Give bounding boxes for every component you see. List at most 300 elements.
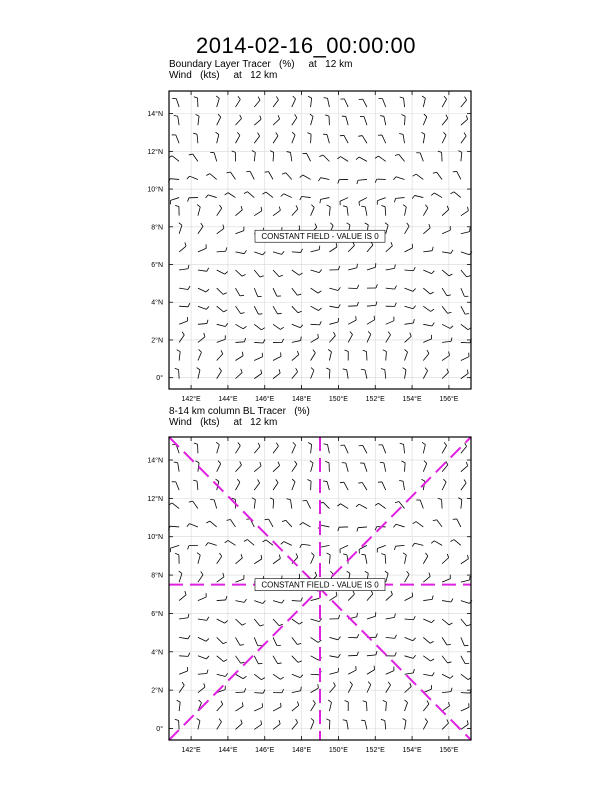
wind-barb-flag bbox=[260, 276, 264, 277]
wind-barb-flag bbox=[443, 479, 446, 482]
wind-barb-flag bbox=[337, 157, 340, 159]
wind-barb-flag bbox=[403, 205, 406, 207]
wind-barb bbox=[292, 656, 298, 663]
wind-barb-flag bbox=[330, 223, 333, 226]
wind-barb bbox=[385, 720, 386, 729]
wind-barb bbox=[386, 335, 391, 343]
wind-barb bbox=[179, 246, 186, 252]
wind-barb-flag bbox=[356, 504, 359, 507]
wind-barb-flag bbox=[260, 116, 261, 120]
wind-barb bbox=[198, 270, 207, 271]
wind-barb bbox=[362, 482, 367, 490]
wind-barb bbox=[461, 446, 467, 453]
wind-barb-flag bbox=[433, 520, 437, 521]
wind-barb-flag bbox=[357, 180, 358, 184]
wind-barb-flag bbox=[467, 276, 471, 277]
wind-barb-flag bbox=[358, 482, 362, 483]
bottom-panel-title-1: 8-14 km column BL Tracer (%) bbox=[169, 406, 310, 417]
wind-barb bbox=[461, 559, 469, 564]
wind-barb bbox=[329, 702, 331, 711]
y-tick-label: 12°N bbox=[147, 495, 163, 503]
wind-barb bbox=[197, 481, 198, 490]
wind-barb-flag bbox=[243, 326, 246, 329]
wind-barb bbox=[461, 674, 468, 679]
wind-barb bbox=[367, 655, 376, 656]
wind-barb-flag bbox=[448, 662, 452, 663]
wind-barb-flag bbox=[365, 223, 368, 225]
wind-barb bbox=[273, 324, 280, 329]
wind-barb bbox=[340, 198, 348, 202]
wind-barb-flag bbox=[447, 369, 449, 373]
wind-barb-flag bbox=[327, 205, 331, 207]
wind-barb-flag bbox=[424, 114, 427, 117]
constant-field-label: CONSTANT FIELD - VALUE IS 0 bbox=[261, 232, 379, 242]
wind-barb-flag bbox=[363, 350, 367, 351]
wind-barb bbox=[423, 619, 431, 623]
wind-barb bbox=[341, 157, 349, 162]
wind-barb-flag bbox=[299, 273, 302, 275]
wind-barb-flag bbox=[325, 115, 329, 116]
wind-barb bbox=[254, 119, 261, 125]
x-tick-label: 152°E bbox=[365, 747, 385, 754]
wind-barb bbox=[386, 321, 394, 325]
y-tick-label: 2°N bbox=[151, 337, 163, 345]
wind-barb bbox=[405, 370, 406, 379]
wind-barb-flag bbox=[413, 267, 415, 271]
y-tick-label: 12°N bbox=[147, 148, 163, 156]
wind-barb-flag bbox=[225, 621, 228, 624]
wind-barb bbox=[386, 617, 395, 619]
wind-barb bbox=[254, 100, 260, 107]
wind-barb bbox=[217, 637, 223, 643]
wind-barb bbox=[311, 619, 320, 622]
wind-barb-flag bbox=[433, 172, 437, 173]
wind-barb bbox=[198, 370, 200, 379]
wind-barb-flag bbox=[219, 553, 221, 556]
wind-barb bbox=[423, 98, 425, 107]
wind-barb bbox=[405, 574, 410, 582]
wind-barb bbox=[292, 445, 296, 453]
wind-barb bbox=[420, 500, 423, 508]
wind-barb-flag bbox=[188, 198, 189, 202]
wind-barb-flag bbox=[413, 289, 416, 292]
wind-barb bbox=[362, 136, 367, 144]
wind-barb-flag bbox=[432, 620, 435, 623]
wind-barb bbox=[348, 320, 356, 324]
wind-barb-flag bbox=[388, 332, 390, 335]
wind-barb-flag bbox=[347, 223, 350, 225]
wind-barb-flag bbox=[363, 701, 367, 702]
wind-barb bbox=[235, 692, 244, 693]
wind-barb bbox=[367, 616, 376, 619]
wind-barb bbox=[273, 500, 274, 509]
wind-barb bbox=[405, 597, 413, 601]
wind-barb bbox=[329, 686, 335, 693]
wind-barb bbox=[302, 196, 311, 197]
wind-barb bbox=[284, 194, 292, 198]
wind-barb bbox=[235, 270, 242, 276]
wind-barb-flag bbox=[216, 442, 219, 444]
wind-barb-flag bbox=[293, 442, 296, 445]
wind-barb bbox=[273, 446, 278, 453]
wind-barb bbox=[329, 637, 338, 639]
wind-barb-flag bbox=[403, 368, 406, 370]
wind-barb-flag bbox=[374, 666, 375, 670]
wind-barb bbox=[423, 445, 425, 454]
wind-barb bbox=[405, 248, 413, 252]
wind-barb-flag bbox=[443, 132, 446, 135]
y-tick-label: 4°N bbox=[151, 299, 163, 307]
wind-barb-flag bbox=[464, 133, 466, 136]
wind-barb bbox=[311, 306, 319, 310]
wind-barb-flag bbox=[429, 224, 430, 228]
wind-barb bbox=[254, 342, 263, 343]
wind-barb-flag bbox=[320, 321, 322, 325]
wind-barb bbox=[437, 520, 442, 527]
wind-barb bbox=[321, 178, 330, 180]
wind-barb bbox=[367, 594, 373, 601]
wind-barb bbox=[217, 556, 222, 563]
wind-barb bbox=[442, 306, 447, 313]
wind-barb bbox=[210, 174, 217, 180]
wind-barb bbox=[235, 601, 244, 603]
wind-barb bbox=[329, 370, 330, 379]
wind-barb-flag bbox=[395, 652, 397, 656]
wind-barb-flag bbox=[394, 198, 395, 202]
wind-barb-flag bbox=[238, 442, 240, 445]
wind-barb-flag bbox=[308, 443, 312, 445]
wind-barb bbox=[235, 637, 239, 645]
wind-barb-flag bbox=[466, 115, 467, 119]
wind-barb-flag bbox=[358, 136, 362, 137]
wind-barb bbox=[344, 445, 348, 453]
figure-title: 2014-02-16_00:00:00 bbox=[196, 33, 416, 58]
wind-barb-flag bbox=[241, 206, 242, 210]
wind-barb bbox=[273, 707, 281, 711]
wind-barb bbox=[386, 671, 394, 675]
wind-barb-flag bbox=[244, 338, 245, 342]
wind-barb-flag bbox=[206, 174, 210, 176]
wind-barb bbox=[423, 228, 430, 234]
wind-barb-flag bbox=[447, 295, 451, 296]
wind-barb bbox=[198, 687, 205, 693]
wind-barb-flag bbox=[279, 207, 280, 211]
wind-barb-flag bbox=[206, 289, 209, 292]
wind-barb-flag bbox=[241, 313, 245, 314]
wind-barb-flag bbox=[188, 653, 190, 657]
wind-barb-flag bbox=[451, 250, 453, 253]
wind-barb bbox=[235, 118, 241, 125]
wind-barb-flag bbox=[334, 332, 336, 336]
wind-barb bbox=[303, 175, 311, 179]
wind-barb bbox=[254, 637, 257, 645]
wind-barb-flag bbox=[337, 504, 340, 506]
y-tick-label: 0° bbox=[156, 375, 163, 383]
wind-barb bbox=[382, 445, 385, 453]
wind-barb bbox=[292, 252, 301, 253]
wind-barb bbox=[286, 520, 292, 527]
x-tick-label: 154°E bbox=[402, 396, 422, 403]
wind-barb-flag bbox=[218, 461, 221, 464]
wind-barb-flag bbox=[197, 718, 200, 720]
wind-barb-flag bbox=[385, 571, 388, 573]
wind-barb bbox=[461, 152, 462, 161]
wind-barb-flag bbox=[395, 303, 397, 307]
wind-barb bbox=[405, 352, 408, 360]
wind-barb-flag bbox=[261, 555, 262, 559]
wind-barb-flag bbox=[258, 443, 260, 447]
wind-barb bbox=[396, 524, 405, 527]
wind-barb bbox=[254, 674, 261, 679]
wind-barb bbox=[311, 674, 320, 675]
wind-barb bbox=[405, 288, 413, 291]
wind-barb bbox=[307, 153, 311, 161]
wind-barb-flag bbox=[391, 242, 392, 246]
wind-barb bbox=[359, 198, 367, 202]
wind-barb-flag bbox=[278, 663, 282, 664]
wind-barb bbox=[461, 136, 466, 143]
wind-barb bbox=[442, 446, 446, 454]
wind-barb-flag bbox=[218, 114, 221, 117]
wind-barb-flag bbox=[279, 369, 280, 373]
wind-barb bbox=[363, 99, 367, 107]
wind-barb-flag bbox=[298, 311, 302, 312]
wind-barb-flag bbox=[318, 334, 319, 338]
wind-barb-flag bbox=[311, 718, 314, 721]
wind-barb-flag bbox=[347, 571, 350, 573]
wind-barb bbox=[214, 500, 216, 509]
wind-barb-flag bbox=[224, 310, 227, 312]
wind-barb bbox=[176, 99, 179, 108]
wind-barb bbox=[292, 135, 295, 143]
wind-barb bbox=[384, 116, 386, 125]
wind-barb bbox=[382, 482, 386, 490]
wind-barb-flag bbox=[279, 720, 280, 724]
wind-barb bbox=[396, 198, 405, 199]
wind-barb-flag bbox=[244, 192, 248, 194]
wind-barb bbox=[273, 356, 281, 360]
wind-barb bbox=[423, 353, 429, 360]
wind-barb bbox=[405, 637, 413, 640]
wind-barb-flag bbox=[403, 719, 406, 721]
wind-barb-flag bbox=[241, 554, 242, 558]
wind-barb bbox=[292, 99, 296, 107]
wind-barb-flag bbox=[413, 522, 416, 524]
wind-barb-flag bbox=[468, 555, 469, 559]
wind-barb bbox=[179, 370, 180, 379]
wind-barb bbox=[461, 580, 470, 582]
wind-barb-flag bbox=[242, 352, 243, 356]
wind-barb-flag bbox=[450, 676, 453, 679]
wind-barb-flag bbox=[177, 700, 181, 702]
wind-barb bbox=[348, 268, 357, 270]
wind-barb-flag bbox=[357, 652, 358, 656]
wind-barb-flag bbox=[320, 199, 321, 203]
wind-barb bbox=[210, 521, 217, 527]
wind-barb bbox=[235, 99, 240, 107]
wind-barb-flag bbox=[405, 700, 408, 703]
wind-barb-flag bbox=[241, 662, 245, 663]
wind-barb-flag bbox=[188, 303, 190, 307]
wind-barb bbox=[386, 246, 393, 252]
wind-barb bbox=[405, 687, 412, 693]
wind-barb bbox=[254, 306, 258, 314]
wind-barb-flag bbox=[451, 599, 453, 602]
wind-barb-flag bbox=[188, 614, 189, 618]
wind-barb bbox=[170, 526, 179, 527]
wind-barb-flag bbox=[175, 205, 179, 206]
wind-barb bbox=[235, 465, 241, 472]
wind-barb-flag bbox=[225, 673, 227, 676]
wind-barb-flag bbox=[261, 328, 264, 330]
wind-barb-flag bbox=[206, 543, 209, 546]
wind-barb bbox=[311, 556, 315, 564]
wind-barb bbox=[442, 135, 446, 143]
wind-barb bbox=[172, 156, 179, 162]
wind-barb-flag bbox=[374, 316, 375, 320]
wind-barb-flag bbox=[368, 682, 371, 685]
wind-barb-flag bbox=[357, 302, 358, 306]
wind-barb bbox=[178, 116, 179, 125]
wind-barb bbox=[190, 524, 198, 527]
wind-barb bbox=[323, 155, 329, 161]
wind-barb bbox=[367, 267, 376, 270]
wind-barb bbox=[461, 119, 468, 125]
wind-barb bbox=[329, 288, 338, 290]
wind-barb bbox=[179, 225, 182, 234]
wind-barb-flag bbox=[466, 462, 467, 466]
wind-barb bbox=[358, 179, 367, 180]
wind-barb-flag bbox=[413, 174, 416, 176]
wind-barb bbox=[179, 720, 180, 729]
bottom-panel-title-2: Wind (kts) at 12 km bbox=[169, 417, 278, 428]
wind-barb bbox=[273, 483, 278, 490]
wind-barb bbox=[254, 466, 261, 472]
wind-barb bbox=[423, 117, 426, 125]
wind-barb-flag bbox=[357, 528, 358, 532]
wind-barb bbox=[346, 116, 348, 125]
wind-barb bbox=[254, 619, 260, 626]
wind-barb bbox=[273, 674, 280, 679]
constant-field-label: CONSTANT FIELD - VALUE IS 0 bbox=[261, 580, 379, 590]
wind-barb-flag bbox=[225, 272, 228, 275]
wind-barb-flag bbox=[451, 688, 452, 692]
wind-barb-flag bbox=[194, 443, 198, 444]
wind-barb-flag bbox=[216, 96, 219, 98]
wind-barb bbox=[329, 352, 331, 361]
wind-barb-flag bbox=[276, 96, 278, 99]
wind-barb-flag bbox=[381, 719, 385, 720]
wind-barb bbox=[454, 540, 461, 546]
wind-barb bbox=[198, 597, 206, 601]
wind-barb-flag bbox=[238, 96, 240, 99]
wind-barb bbox=[292, 674, 300, 677]
wind-barb bbox=[179, 306, 188, 307]
wind-barb bbox=[329, 336, 335, 343]
wind-barb-flag bbox=[412, 543, 414, 546]
wind-barb bbox=[273, 656, 278, 664]
wind-barb-flag bbox=[425, 718, 428, 721]
wind-barb bbox=[311, 250, 320, 252]
wind-barb-flag bbox=[430, 292, 434, 294]
wind-barb bbox=[235, 288, 239, 296]
wind-barb bbox=[269, 172, 273, 180]
wind-barb-flag bbox=[297, 294, 301, 295]
wind-barb-flag bbox=[225, 540, 228, 542]
wind-barb bbox=[208, 543, 217, 546]
wind-barb-flag bbox=[296, 205, 298, 209]
wind-barb bbox=[235, 579, 243, 582]
wind-barb-flag bbox=[204, 683, 205, 687]
wind-barb-flag bbox=[204, 333, 205, 337]
x-tick-label: 148°E bbox=[292, 747, 312, 754]
wind-barb bbox=[363, 445, 367, 453]
wind-barb-flag bbox=[174, 462, 178, 463]
wind-barb bbox=[230, 172, 235, 179]
wind-barb bbox=[235, 356, 243, 361]
wind-barb-flag bbox=[287, 499, 291, 500]
wind-barb-flag bbox=[318, 640, 321, 642]
wind-barb bbox=[254, 693, 263, 694]
wind-barb-flag bbox=[278, 462, 280, 466]
wind-barb-flag bbox=[361, 554, 365, 555]
wind-barb bbox=[358, 527, 367, 528]
wind-barb-flag bbox=[206, 521, 210, 523]
wind-barb-flag bbox=[444, 96, 447, 99]
wind-barb bbox=[172, 503, 179, 509]
wind-barb-flag bbox=[336, 243, 337, 247]
wind-barb-flag bbox=[361, 720, 365, 721]
wind-barb-flag bbox=[174, 115, 178, 116]
wind-barb bbox=[311, 98, 312, 107]
wind-barb-flag bbox=[260, 625, 264, 626]
wind-barb-flag bbox=[467, 625, 471, 626]
wind-barb-flag bbox=[450, 326, 453, 329]
wind-barb bbox=[346, 463, 348, 472]
wind-barb-flag bbox=[197, 205, 200, 207]
wind-barb-flag bbox=[187, 524, 190, 527]
wind-barb-flag bbox=[223, 293, 227, 295]
wind-barb bbox=[198, 656, 206, 659]
wind-barb bbox=[423, 306, 430, 311]
wind-barb bbox=[311, 444, 312, 453]
wind-barb bbox=[198, 324, 207, 325]
wind-barb-flag bbox=[261, 678, 264, 680]
wind-barb bbox=[347, 207, 348, 216]
wind-barb bbox=[235, 306, 240, 313]
wind-barb bbox=[423, 656, 430, 661]
wind-barb bbox=[442, 706, 449, 711]
wind-barb bbox=[284, 542, 292, 546]
x-tick-label: 142°E bbox=[181, 747, 201, 754]
wind-barb-flag bbox=[276, 132, 278, 135]
wind-barb-flag bbox=[413, 306, 415, 309]
wind-barb-flag bbox=[403, 553, 406, 555]
wind-barb bbox=[311, 370, 314, 378]
wind-barb bbox=[423, 704, 429, 711]
wind-barb bbox=[423, 134, 425, 143]
wind-barb bbox=[442, 656, 447, 663]
wind-barb bbox=[254, 446, 260, 453]
wind-barb-flag bbox=[365, 571, 368, 573]
wind-barb-flag bbox=[444, 442, 447, 445]
wind-barb-flag bbox=[188, 546, 189, 550]
wind-barb-flag bbox=[375, 503, 378, 505]
wind-barb bbox=[359, 504, 367, 508]
wind-barb bbox=[442, 601, 451, 602]
wind-barb-flag bbox=[279, 275, 283, 276]
wind-barb bbox=[396, 545, 405, 546]
